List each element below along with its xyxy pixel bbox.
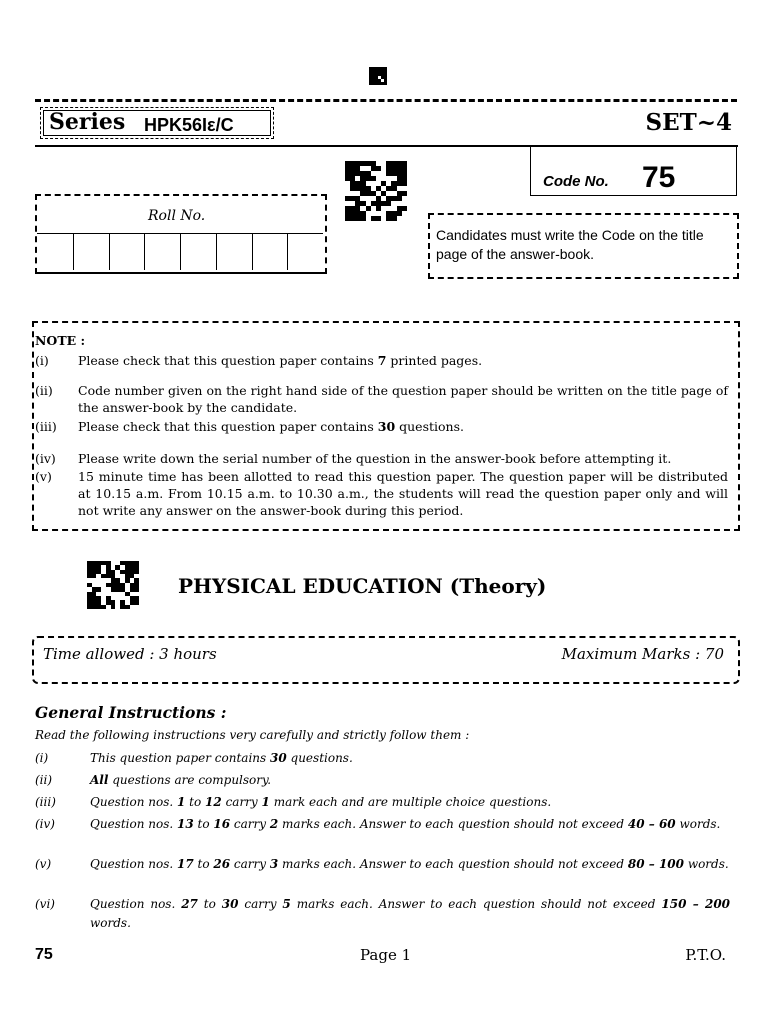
series-label: Series bbox=[49, 109, 126, 135]
roll-no-cell-divider bbox=[216, 234, 217, 270]
maximum-marks: Maximum Marks : 70 bbox=[561, 645, 724, 663]
qr-code-middle bbox=[345, 161, 407, 221]
footer-code: 75 bbox=[35, 946, 53, 963]
instruction-text: All questions are compulsory. bbox=[90, 773, 272, 787]
note-item-text: Please check that this question paper contains 7 printed pages. bbox=[78, 353, 483, 368]
note-item-text: 15 minute time has been allotted to read this question paper. The question paper will be distributed at 10.15 a.m. From 10.15 a.m. to 10.30 a.m., the students will read the question paper only and will not write any answer on the answer-book during this period. bbox=[78, 469, 728, 518]
instruction-number: (v) bbox=[35, 857, 52, 871]
qr-code-subject bbox=[87, 561, 139, 609]
note-item-number: (i) bbox=[35, 353, 49, 368]
instruction-number: (iii) bbox=[35, 795, 56, 809]
instruction-number: (vi) bbox=[35, 897, 55, 911]
qr-code-top bbox=[369, 67, 387, 85]
general-instructions-intro: Read the following instructions very carefully and strictly follow them : bbox=[35, 728, 470, 742]
instruction-text: Question nos. 17 to 26 carry 3 marks each. Answer to each question should not exceed 80 – 100 words. bbox=[90, 857, 729, 871]
instruction-number: (iv) bbox=[35, 817, 55, 831]
note-item-number: (v) bbox=[35, 469, 52, 484]
note-item-text: Code number given on the right hand side of the question paper should be written on the title page of the answer-book by the candidate. bbox=[78, 383, 728, 415]
code-value: 75 bbox=[642, 161, 676, 194]
series-code: HPK56Iε/C bbox=[144, 115, 234, 135]
roll-no-cell-divider bbox=[73, 234, 74, 270]
roll-no-box bbox=[35, 194, 327, 274]
roll-no-cell-divider bbox=[252, 234, 253, 270]
note-item-number: (iii) bbox=[35, 419, 57, 434]
set-label: SET~4 bbox=[645, 109, 732, 136]
instruction-text: Question nos. 27 to 30 carry 5 marks each. Answer to each question should not exceed 150 – 200 words. bbox=[90, 897, 731, 930]
roll-no-cell-divider bbox=[144, 234, 145, 270]
top-dashed-rule bbox=[35, 99, 737, 102]
note-title: NOTE : bbox=[35, 333, 86, 348]
note-item-number: (ii) bbox=[35, 383, 53, 398]
note-item-text: Please write down the serial number of the question in the answer-book before attempting it. bbox=[78, 451, 672, 466]
roll-no-cell-divider bbox=[287, 234, 288, 270]
roll-no-cell-divider bbox=[109, 234, 110, 270]
instruction-number: (ii) bbox=[35, 773, 53, 787]
instruction-number: (i) bbox=[35, 751, 49, 765]
code-label: Code No. bbox=[543, 173, 609, 190]
roll-no-label: Roll No. bbox=[148, 208, 206, 224]
footer-page: Page 1 bbox=[360, 946, 412, 964]
instruction-text: Question nos. 13 to 16 carry 2 marks each. Answer to each question should not exceed 40 – 60 words. bbox=[90, 817, 721, 831]
instruction-text: Question nos. 1 to 12 carry 1 mark each and are multiple choice questions. bbox=[90, 795, 552, 809]
candidates-text: Candidates must write the Code on the title page of the answer-book. bbox=[436, 227, 704, 262]
time-allowed: Time allowed : 3 hours bbox=[43, 645, 217, 663]
general-instructions-heading: General Instructions : bbox=[35, 703, 227, 722]
instruction-text: This question paper contains 30 questions. bbox=[90, 751, 353, 765]
footer-pto: P.T.O. bbox=[685, 946, 726, 964]
roll-no-cell-divider bbox=[180, 234, 181, 270]
note-item-text: Please check that this question paper contains 30 questions. bbox=[78, 419, 464, 434]
subject-title: PHYSICAL EDUCATION (Theory) bbox=[178, 574, 547, 598]
note-item-number: (iv) bbox=[35, 451, 56, 466]
